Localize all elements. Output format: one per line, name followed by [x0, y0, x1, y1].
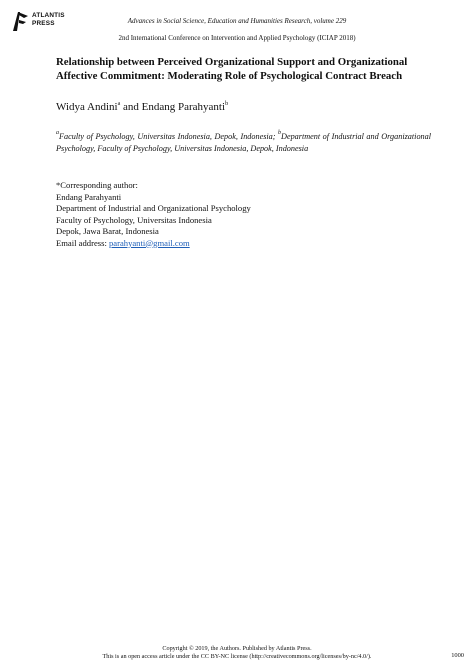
corresponding-heading: *Corresponding author: [56, 180, 138, 190]
corresponding-name: Endang Parahyanti [56, 191, 122, 202]
affiliations [56, 131, 431, 154]
affiliation-b-mark: b [278, 130, 282, 136]
copyright-notice: Copyright © 2019, the Authors. Published by Atlantis Press. [162, 645, 312, 652]
corresponding-location: Depok, Jawa Barat, Indonesia [56, 226, 159, 236]
author-1-mark: a [117, 101, 121, 107]
author-1: Widya Andini [56, 101, 118, 113]
paper-title: Relationship between Perceived Organizational Support and Organizational Affective Commitment: Moderating Role of Psychological Contract Breach [56, 56, 408, 82]
affiliation-a: Faculty of Psychology, Universitas Indonesia, Depok, Indonesia; [59, 132, 279, 141]
conference-header: 2nd International Conference on Intervention and Applied Psychology (ICIAP 2018) [118, 34, 356, 42]
author-2-mark: b [225, 101, 229, 107]
author-line [56, 101, 228, 114]
author-2: Endang Parahyanti [141, 101, 226, 113]
series-header: Advances in Social Science, Education and Humanities Research, volume 229 [127, 17, 347, 25]
license-notice: This is an open access article under the CC BY-NC license (http://creativecommons.org/licenses/by-nc/4.0/). [102, 653, 372, 660]
page-number: 1000 [451, 652, 464, 659]
corresponding-author-block [56, 180, 251, 249]
email-link[interactable]: parahyanti@gmail.com [108, 237, 190, 248]
logo-line-2: PRESS [32, 20, 55, 27]
affiliation-b: Department of Industrial and Organizational Psychology, Faculty of Psychology, Universitas Indonesia, Depok, Indonesia [56, 132, 431, 153]
page-footer [0, 645, 474, 661]
corresponding-faculty: Faculty of Psychology, Universitas Indonesia [56, 214, 212, 225]
corresponding-department: Department of Industrial and Organizational Psychology [56, 203, 251, 213]
logo-line-1: ATLANTIS [32, 12, 65, 19]
author-separator: and [120, 101, 142, 113]
email-line [56, 238, 251, 250]
affiliation-a-mark: a [56, 130, 59, 136]
email-label: Email address: [56, 237, 109, 248]
